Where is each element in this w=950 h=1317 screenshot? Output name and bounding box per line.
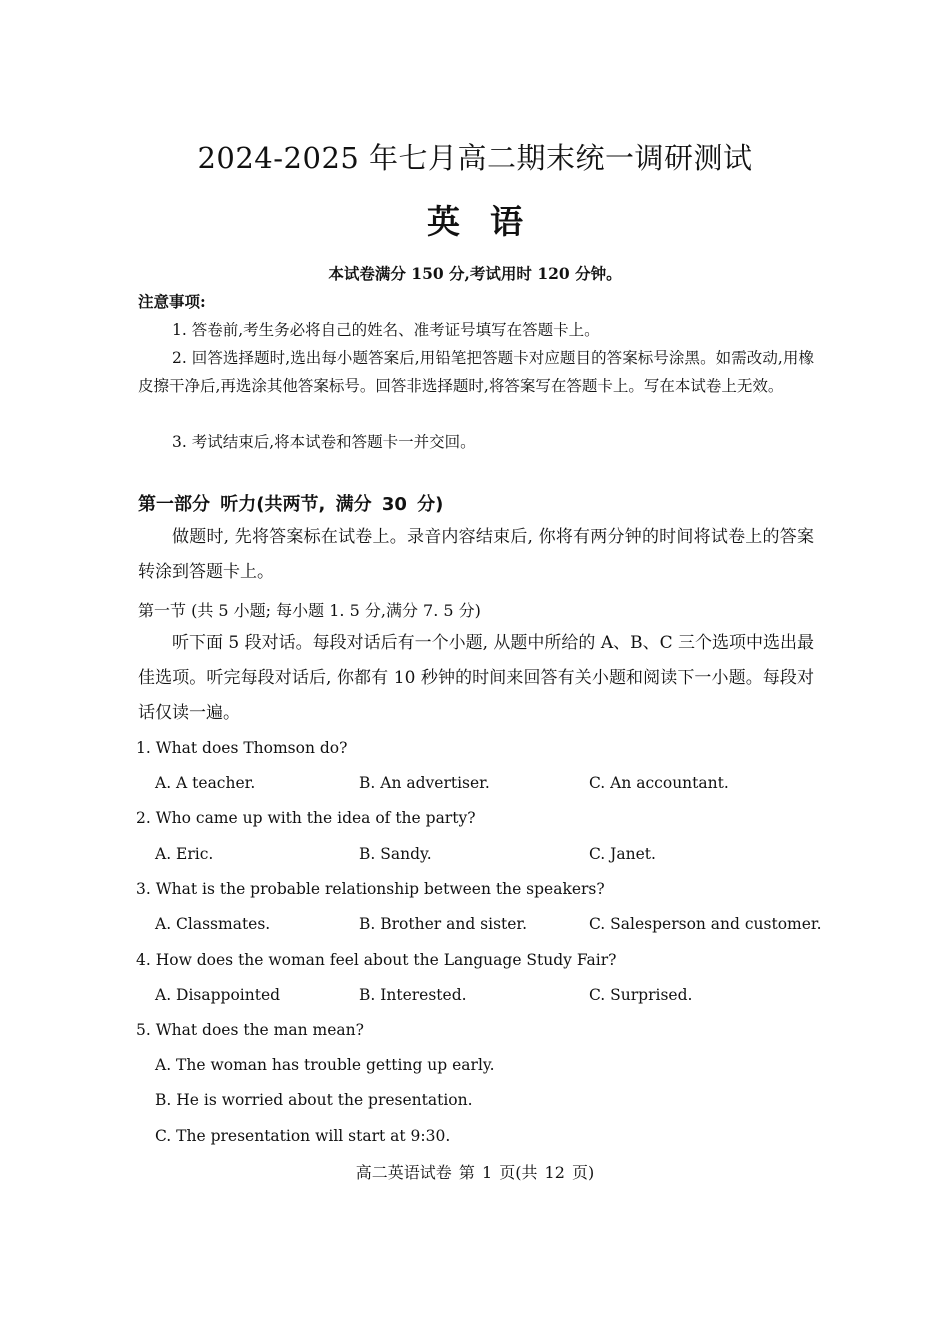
notes-heading: 注意事项: — [138, 292, 206, 311]
q4-option-b: B. Interested. — [359, 986, 467, 1004]
q1-option-b: B. An advertiser. — [359, 774, 490, 792]
q5-option-c: C. The presentation will start at 9:30. — [155, 1127, 451, 1145]
q3-option-c: C. Salesperson and customer. — [589, 915, 822, 933]
question-3: 3. What is the probable relationship between the speakers? — [136, 880, 605, 898]
q2-option-a: A. Eric. — [155, 845, 214, 863]
q4-option-c: C. Surprised. — [589, 986, 693, 1004]
q5-option-b: B. He is worried about the presentation. — [155, 1091, 473, 1109]
subject-title: 英语 — [427, 202, 553, 241]
q1-option-c: C. An accountant. — [589, 774, 729, 792]
question-1: 1. What does Thomson do? — [136, 739, 348, 757]
part1-intro: 做题时, 先将答案标在试卷上。录音内容结束后, 你将有两分钟的时间将试卷上的答案转涂到答题卡上。 — [138, 527, 814, 582]
note-item-2: 2. 回答选择题时,选出每小题答案后,用铅笔把答题卡对应题目的答案标号涂黑。如需改动,用橡皮擦干净后,再选涂其他答案标号。回答非选择题时,将答案写在答题卡上。写在本试卷上无效。 — [138, 349, 814, 395]
note-item-1: 1. 答卷前,考生务必将自己的姓名、准考证号填写在答题卡上。 — [172, 321, 600, 339]
note-item-3: 3. 考试结束后,将本试卷和答题卡一并交回。 — [172, 433, 476, 451]
page-footer: 高二英语试卷 第 1 页(共 12 页) — [355, 1163, 595, 1182]
question-2: 2. Who came up with the idea of the party? — [136, 809, 476, 827]
question-4: 4. How does the woman feel about the Language Study Fair? — [136, 951, 617, 969]
exam-title: 2024-2025 年七月高二期末统一调研测试 — [197, 141, 753, 175]
q5-option-a: A. The woman has trouble getting up early. — [155, 1056, 495, 1074]
part1-heading: 第一部分 听力(共两节, 满分 30 分) — [138, 494, 444, 515]
exam-info: 本试卷满分 150 分,考试用时 120 分钟。 — [328, 264, 622, 283]
q3-option-b: B. Brother and sister. — [359, 915, 528, 933]
q3-option-a: A. Classmates. — [155, 915, 271, 933]
section1-heading: 第一节 (共 5 小题; 每小题 1. 5 分,满分 7. 5 分) — [138, 601, 481, 620]
q1-option-a: A. A teacher. — [155, 774, 256, 792]
q2-option-c: C. Janet. — [589, 845, 656, 863]
q4-option-a: A. Disappointed — [155, 986, 281, 1004]
section1-intro: 听下面 5 段对话。每段对话后有一个小题, 从题中所给的 A、B、C 三个选项中选出最佳选项。听完每段对话后, 你都有 10 秒钟的时间来回答有关小题和阅读下一小题。每段对话仅读一遍。 — [138, 633, 815, 723]
question-5: 5. What does the man mean? — [136, 1021, 364, 1039]
q2-option-b: B. Sandy. — [359, 845, 432, 863]
